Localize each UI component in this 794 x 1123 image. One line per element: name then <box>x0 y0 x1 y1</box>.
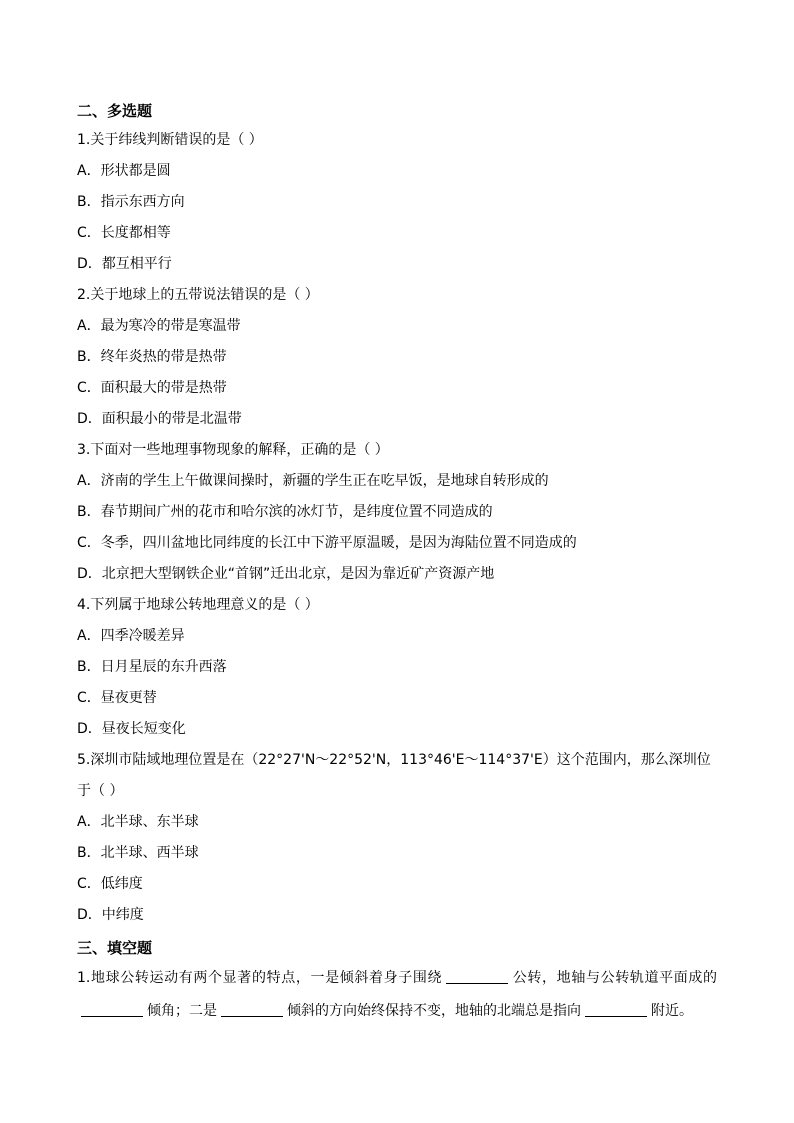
exam-content <box>77 98 717 1028</box>
question-5-option-c: C．低纬度 <box>77 876 143 892</box>
answer-blank-2[interactable] <box>81 1002 143 1017</box>
question-5-stem: 5.深圳市陆域地理位置是在（22°27'N～22°52'N，113°46'E～114°37'E）这个范围内，那么深圳位于（ ） <box>77 752 711 799</box>
fill-question-1-text-1: 1.地球公转运动有两个显著的特点，一是倾斜着身子围绕 <box>77 970 443 986</box>
fill-question-1-text-3: 倾角；二是 <box>147 1003 217 1019</box>
question-3-stem: 3.下面对一些地理事物现象的解释，正确的是（ ） <box>77 442 389 458</box>
question-5-option-b: B．北半球、西半球 <box>77 845 199 861</box>
fill-question-1-text-4: 倾斜的方向始终保持不变，地轴的北端总是指向 <box>287 1003 581 1019</box>
answer-blank-4[interactable] <box>585 1002 647 1017</box>
question-1-option-c: C．长度都相等 <box>77 225 171 241</box>
question-5-option-a: A．北半球、东半球 <box>77 814 199 830</box>
question-1-option-d: D．都互相平行 <box>77 256 172 272</box>
question-4-option-b: B．日月星辰的东升西落 <box>77 659 227 675</box>
question-2-option-a: A．最为寒冷的带是寒温带 <box>77 318 241 334</box>
question-3-option-b: B．春节期间广州的花市和哈尔滨的冰灯节，是纬度位置不同造成的 <box>77 504 493 520</box>
question-3-option-a: A．济南的学生上午做课间操时，新疆的学生正在吃早饭，是地球自转形成的 <box>77 473 549 489</box>
question-5-option-d: D．中纬度 <box>77 907 144 923</box>
question-1-option-a: A．形状都是圆 <box>77 163 171 179</box>
fill-question-1 <box>77 962 717 1028</box>
question-1-stem: 1.关于纬线判断错误的是（ ） <box>77 132 263 148</box>
question-4-option-c: C．昼夜更替 <box>77 690 157 706</box>
question-2-stem: 2.关于地球上的五带说法错误的是（ ） <box>77 287 319 303</box>
question-3-option-d: D．北京把大型钢铁企业“首钢”迁出北京，是因为靠近矿产资源产地 <box>77 566 495 582</box>
question-2-option-c: C．面积最大的带是热带 <box>77 380 227 396</box>
section-title-multiple-choice: 二、多选题 <box>77 102 153 120</box>
question-2-option-b: B．终年炎热的带是热带 <box>77 349 227 365</box>
question-4-stem: 4.下列属于地球公转地理意义的是（ ） <box>77 597 319 613</box>
answer-blank-1[interactable] <box>446 969 508 984</box>
question-4-option-d: D．昼夜长短变化 <box>77 721 186 737</box>
question-4-option-a: A．四季冷暖差异 <box>77 628 185 644</box>
section-title-fill-in-blank: 三、填空题 <box>77 939 153 957</box>
question-1-option-b: B．指示东西方向 <box>77 194 185 210</box>
question-2-option-d: D．面积最小的带是北温带 <box>77 411 242 427</box>
answer-blank-3[interactable] <box>221 1002 283 1017</box>
question-3-option-c: C．冬季，四川盆地比同纬度的长江中下游平原温暖，是因为海陆位置不同造成的 <box>77 535 577 551</box>
fill-question-1-text-5: 附近。 <box>651 1003 693 1019</box>
fill-question-1-text-2: 公转，地轴与公转轨道平面成的 <box>512 970 718 986</box>
